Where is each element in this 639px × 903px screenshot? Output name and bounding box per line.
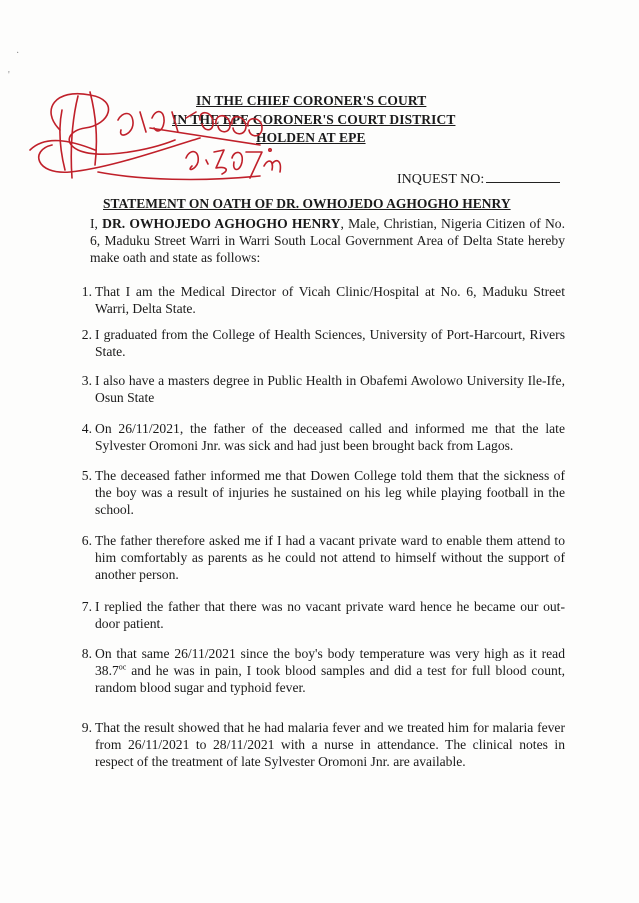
inquest-label: INQUEST NO:: [397, 172, 485, 187]
scan-speck: ·: [16, 48, 20, 59]
item-number: 7.: [81, 599, 92, 614]
item-text: [95, 645, 565, 696]
scan-speck: ': [8, 70, 10, 81]
court-heading-1: IN THE CHIEF CORONER'S COURT: [196, 93, 427, 108]
item-number: 3.: [81, 373, 92, 388]
intro-rest: , Male, Christian, Nigeria Citizen of No. 6, Maduku Street Warri in Warri South Local Government Area of Delta State hereby make oath and state as follows:: [90, 216, 566, 265]
item-number: 8.: [81, 646, 92, 661]
item-number: 1.: [81, 284, 92, 299]
item-text: The father therefore asked me if I had a vacant private ward to enable them attend to him comfortably as parents as he could not attend to himself without the support of another person.: [95, 533, 565, 582]
intro-lead: I,: [90, 216, 103, 231]
item-text: On 26/11/2021, the father of the deceased called and informed me that the late Sylvester Oromoni Jnr. was sick and had just been brought back from Lagos.: [95, 421, 565, 453]
item-number: 9.: [81, 720, 92, 735]
item-text: That I am the Medical Director of Vicah Clinic/Hospital at No. 6, Maduku Street Warri, Delta State.: [95, 284, 565, 316]
item-number: 2.: [81, 327, 92, 342]
court-heading-3: HOLDEN AT EPE: [256, 130, 366, 145]
deponent-name: DR. OWHOJEDO AGHOGHO HENRY: [102, 216, 341, 231]
inquest-blank-line: [486, 170, 560, 183]
item-number: 4.: [81, 421, 92, 436]
item-text: The deceased father informed me that Dowen College told them that the sickness of the boy was a result of injuries he sustained on his leg while playing football in the school.: [95, 468, 565, 517]
item-number: 6.: [81, 533, 92, 548]
inquest-number: [397, 170, 560, 188]
intro-paragraph: [90, 215, 565, 266]
item-text: I also have a masters degree in Public Health in Obafemi Awolowo University Ile-Ife, Osun State: [95, 373, 565, 405]
item-text-part: On that same 26/11/2021 since the boy's body temperature was very high as it read 38.7: [95, 646, 565, 678]
item-number: 5.: [81, 468, 92, 483]
item-text-part: and he was in pain, I took blood samples and did a test for full blood count, random blood sugar and typhoid fever.: [95, 663, 565, 695]
temperature-unit: oc: [118, 662, 127, 672]
item-text: That the result showed that he had malaria fever and we treated him for malaria fever from 26/11/2021 to 28/11/2021 with a nurse in attendance. The clinical notes in respect of the treatment of late Sylvester Oromoni Jnr. are available.: [95, 720, 565, 769]
court-heading-2: IN THE EPE CORONER'S COURT DISTRICT: [172, 112, 456, 127]
item-text: I graduated from the College of Health Sciences, University of Port-Harcourt, Rivers State.: [95, 327, 565, 359]
item-text: I replied the father that there was no vacant private ward hence he became our out-door patient.: [95, 599, 565, 631]
statement-title: STATEMENT ON OATH OF DR. OWHOJEDO AGHOGHO HENRY: [103, 196, 511, 211]
